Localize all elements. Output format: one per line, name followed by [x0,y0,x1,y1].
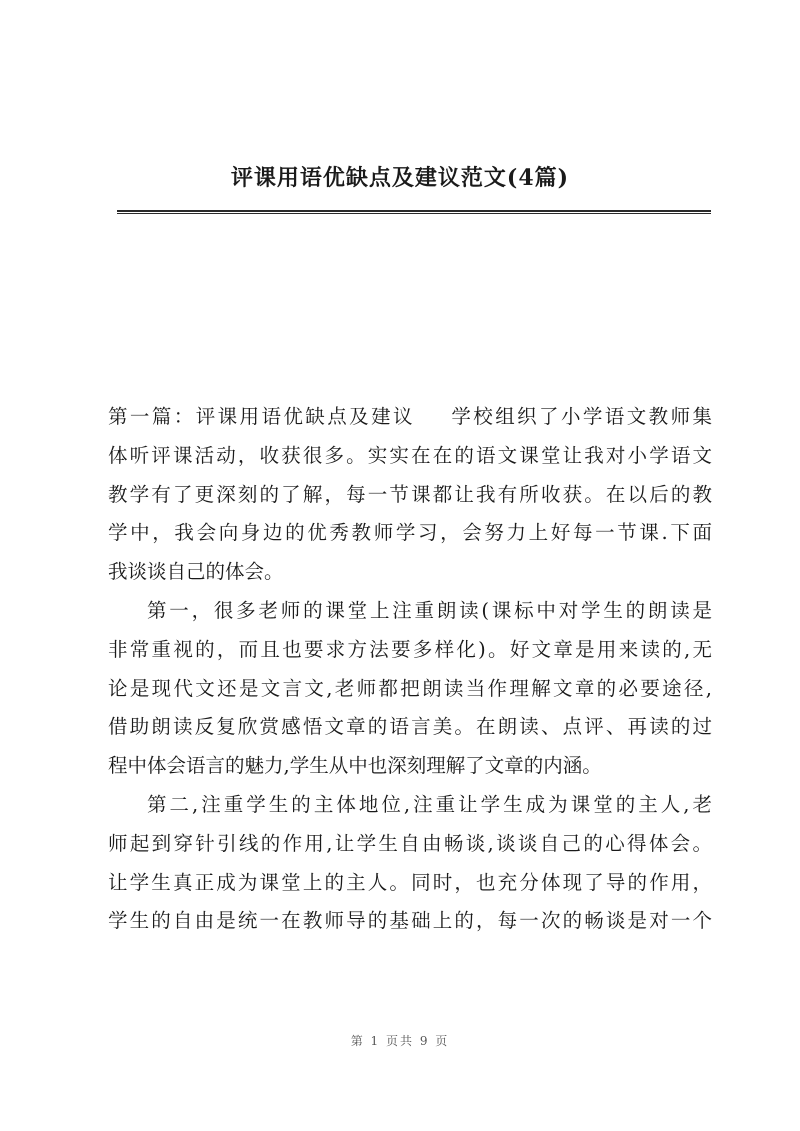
text-line: 师起到穿针引线的作用,让学生自由畅谈,谈谈自己的心得体会。 [108,831,712,855]
page-number-footer: 第 1 页共 9 页 [350,1034,450,1048]
text-line: 第二,注重学生的主体地位,注重让学生成为课堂的主人,老 [147,792,712,816]
text-line: 学中，我会向身边的优秀教师学习，会努力上好每一节课.下面 [108,521,712,545]
text-line-fragment: 学校组织了小学语文教师集 [448,405,712,428]
text-line: 第一，很多老师的课堂上注重朗读(课标中对学生的朗读是 [147,598,712,622]
paragraph-3 [108,786,712,941]
text-line: 论是现代文还是文言文,老师都把朗读当作理解文章的必要途径, [108,676,712,700]
text-line: 借助朗读反复欣赏感悟文章的语言美。在朗读、点评、再读的过 [108,715,712,739]
text-line: 体听评课活动，收获很多。实实在在的语文课堂让我对小学语文 [108,443,712,467]
text-line: 学生的自由是统一在教师导的基础上的，每一次的畅谈是对一个 [108,909,712,933]
text-line: 教学有了更深刻的了解，每一节课都让我有所收获。在以后的教 [108,482,712,506]
document-body [108,398,712,941]
text-line: 让学生真正成为课堂上的主人。同时，也充分体现了导的作用， [108,870,712,894]
paragraph-2 [108,592,712,786]
paragraph-1 [108,398,712,592]
text-line: 非常重视的，而且也要求方法要多样化)。好文章是用来读的,无 [108,637,712,661]
text-line [108,398,712,437]
section-heading: 第一篇：评课用语优缺点及建议 [108,405,415,428]
text-line: 我谈谈自己的体会。 [108,560,284,584]
text-line: 程中体会语言的魅力,学生从中也深刻理解了文章的内涵。 [108,754,602,778]
title-underline [117,210,711,214]
document-title: 评课用语优缺点及建议范文(4篇) [230,165,570,191]
